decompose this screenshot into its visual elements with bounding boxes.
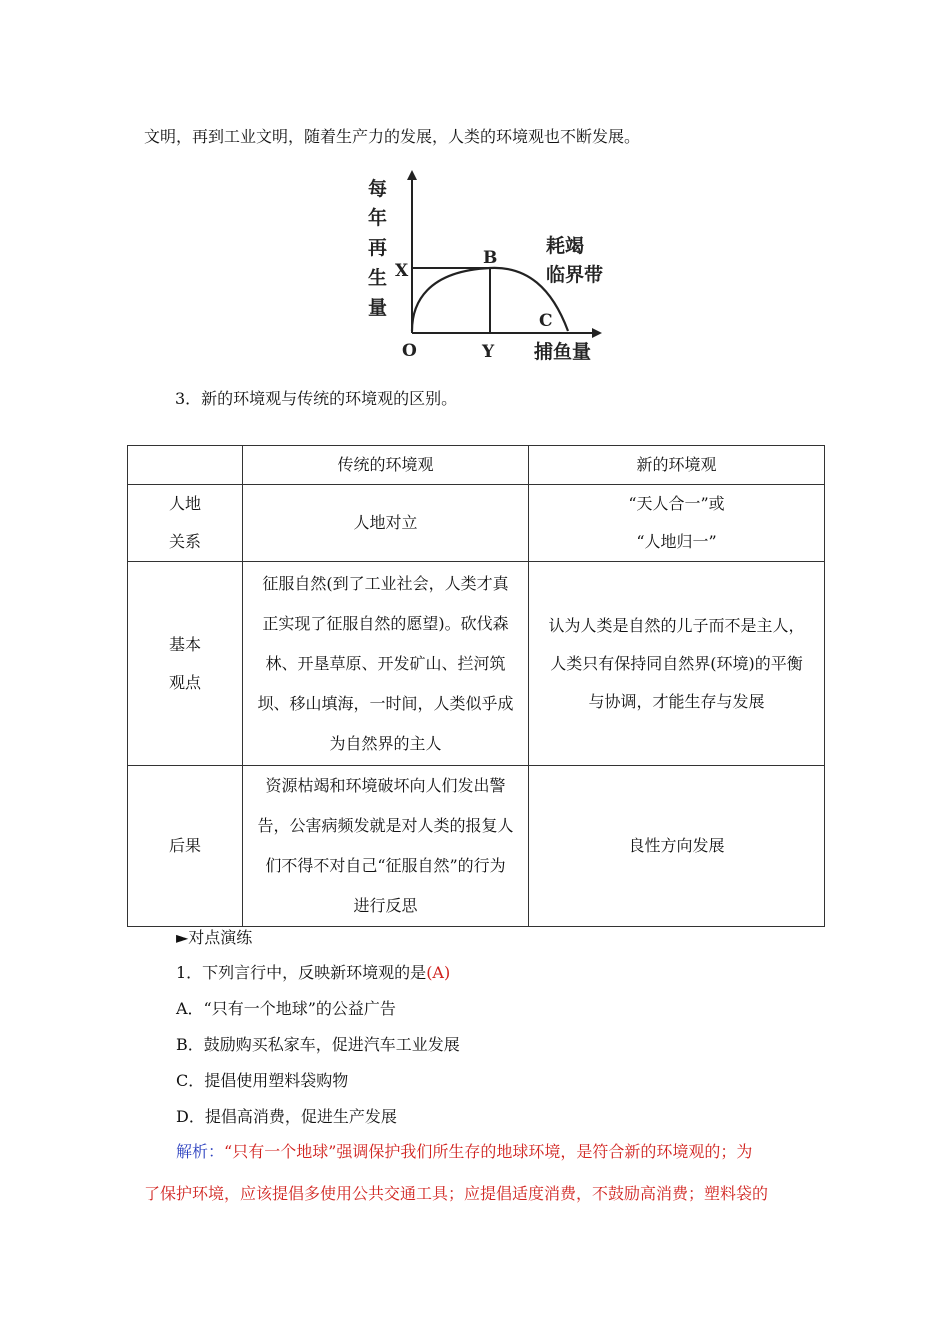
cell-line: 基本 [168,634,201,654]
table-cell-traditional [243,562,529,766]
table-row-label [128,485,243,562]
table-row [128,766,825,927]
analysis-line-2: 了保护环境，应该提倡多使用公共交通工具；应提倡适度消费，不鼓励高消费；塑料袋的 [144,1184,769,1203]
table-header-cell: 新的环境观 [529,446,825,485]
question-answer: (A) [426,963,451,982]
option-b: B．鼓励购买私家车，促进汽车工业发展 [176,1035,460,1054]
table-row-label [128,766,243,927]
table-cell-traditional [243,485,529,562]
question-line [176,963,450,983]
fish-yield-diagram [362,168,624,370]
cell-line: 关系 [168,532,201,551]
cell-line: 与协调，才能生存与发展 [588,691,765,711]
annotation-line: 临界带 [546,264,604,286]
table-header-cell [128,446,243,485]
x-axis-label: 捕鱼量 [534,341,592,363]
y-axis-arrow [407,170,417,180]
y-label-char: 量 [368,297,388,319]
cell-line: 认为人类是自然的儿子而不是主人， [548,615,805,635]
table-cell-traditional [243,766,529,927]
cell-line: 们不得不对自己“征服自然”的行为 [265,856,506,875]
cell-line: 林、开垦草原、开发矿山、拦河筑 [265,653,506,673]
option-a: A．“只有一个地球”的公益广告 [176,999,396,1018]
point-x-label: X [395,261,409,281]
cell-line: “人地归一” [636,532,717,551]
table-row [128,485,825,562]
origin-label: O [402,341,417,361]
point-y-label: Y [482,342,495,362]
cell-line: 资源枯竭和环境破坏向人们发出警 [265,776,506,795]
cell-line: 后果 [168,836,201,855]
fish-yield-figure [362,168,624,370]
cell-line: 进行反思 [353,896,418,915]
cell-line: 人地 [168,494,201,513]
section-heading: 3．新的环境观与传统的环境观的区别。 [175,389,458,408]
cell-line: “天人合一”或 [628,494,725,513]
analysis-text: “只有一个地球”强调保护我们所生存的地球环境，是符合新的环境观的；为 [224,1142,753,1161]
analysis-line-1 [176,1142,752,1162]
table-header-row [128,446,825,485]
cell-line: 坝、移山填海，一时间，人类似乎成 [257,693,514,713]
point-b-label: B [483,248,498,268]
cell-line: 正实现了征服自然的愿望)。砍伐森 [262,613,509,633]
cell-line: 征服自然(到了工业社会，人类才真 [262,573,509,593]
table-row-label [128,562,243,766]
y-label-char: 年 [368,207,388,229]
y-label-char: 每 [368,178,388,200]
option-c: C．提倡使用塑料袋购物 [176,1071,349,1090]
option-d: D．提倡高消费，促进生产发展 [176,1107,397,1126]
cell-line: 良性方向发展 [628,836,725,855]
question-text: 1．下列言行中，反映新环境观的是 [176,963,427,982]
annotation-line: 耗竭 [546,235,585,257]
cell-line: 观点 [168,672,201,692]
table-row [128,562,825,766]
y-label-char: 再 [368,237,388,259]
table-cell-new [529,766,825,927]
y-label-char: 生 [368,267,388,289]
cell-line: 人地对立 [353,513,418,532]
x-axis-arrow [592,328,602,338]
analysis-label: 解析： [176,1142,225,1161]
intro-line: 文明，再到工业文明，随着生产力的发展，人类的环境观也不断发展。 [144,127,641,146]
point-c-label: C [539,311,553,331]
cell-line: 为自然界的主人 [329,733,442,753]
comparison-table [127,445,825,927]
table-header-cell: 传统的环境观 [243,446,529,485]
table-cell-new [529,562,825,766]
practice-heading: ►对点演练 [176,928,253,947]
table-cell-new [529,485,825,562]
cell-line: 人类只有保持同自然界(环境)的平衡 [550,653,803,673]
cell-line: 告，公害病频发就是对人类的报复人 [257,816,514,835]
